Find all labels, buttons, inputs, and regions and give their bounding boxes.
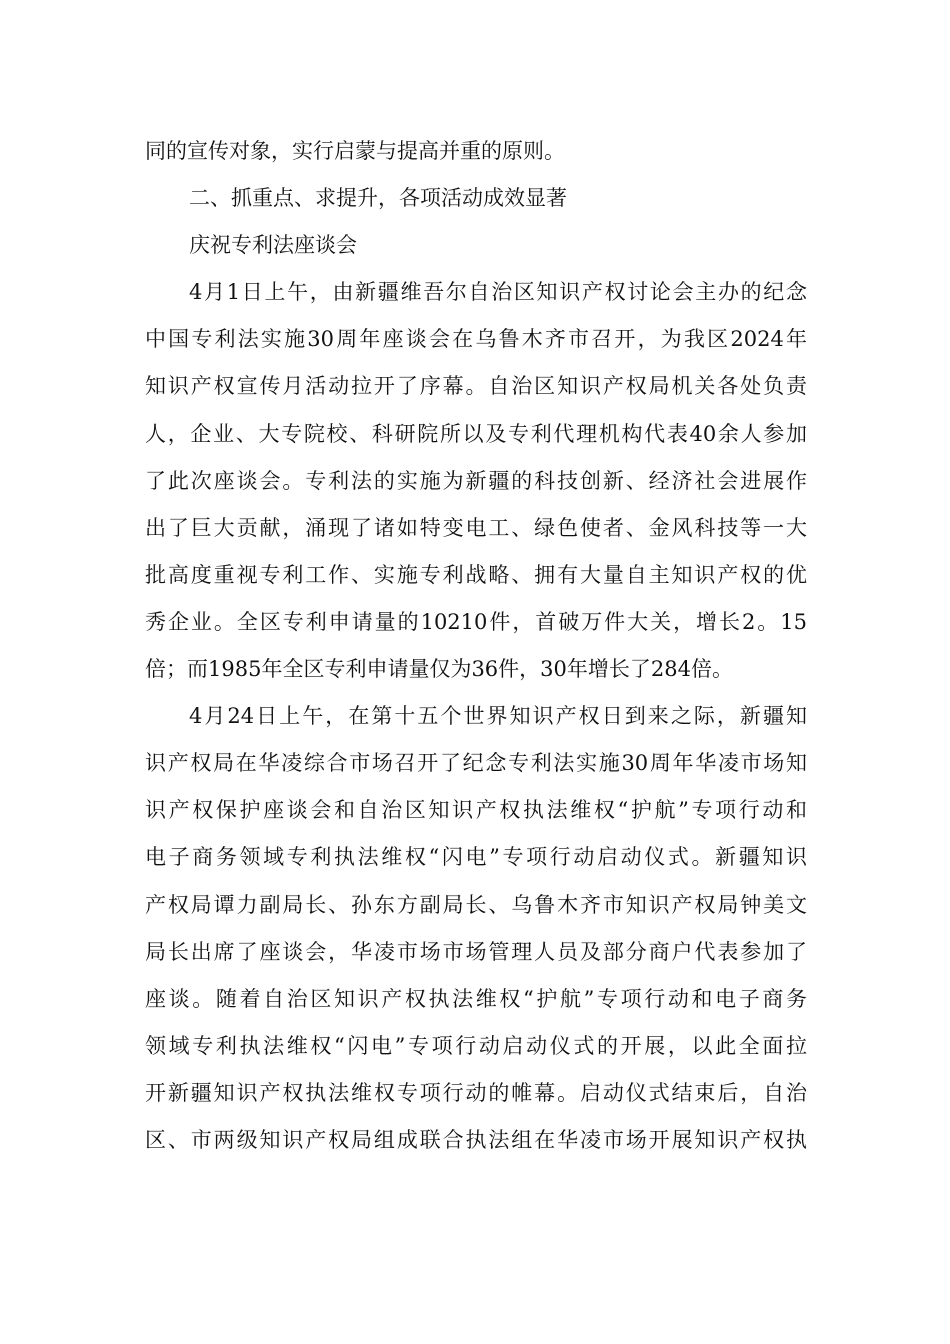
document-body [145,128,807,1164]
paragraph-line: 出了巨大贡献，涌现了诸如特变电工、绿色使者、金风科技等一大 [145,515,807,540]
paragraph-line: 识产权局在华凌综合市场召开了纪念专利法实施30周年华凌市场知 [145,751,807,776]
section-heading: 二、抓重点、求提升，各项活动成效显著 [189,186,567,211]
paragraph-line: 4月24日上午，在第十五个世界知识产权日到来之际，新疆知 [189,704,807,729]
paragraph-line: 局长出席了座谈会，华凌市场市场管理人员及部分商户代表参加了 [145,939,807,964]
paragraph-line: 座谈。随着自治区知识产权执法维权“护航”专项行动和电子商务 [145,986,807,1011]
subsection-heading: 庆祝专利法座谈会 [189,233,357,258]
paragraph-line: 领域专利执法维权“闪电”专项行动启动仪式的开展，以此全面拉 [145,1033,807,1058]
paragraph-line: 产权局谭力副局长、孙东方副局长、乌鲁木齐市知识产权局钟美文 [145,892,807,917]
paragraph-line: 区、市两级知识产权局组成联合执法组在华凌市场开展知识产权执 [145,1127,807,1152]
paragraph-line: 了此次座谈会。专利法的实施为新疆的科技创新、经济社会进展作 [145,468,807,493]
paragraph-line: 倍；而1985年全区专利申请量仅为36件，30年增长了284倍。 [145,657,733,682]
paragraph-line: 中国专利法实施30周年座谈会在乌鲁木齐市召开，为我区2024年 [145,327,807,352]
paragraph-line: 知识产权宣传月活动拉开了序幕。自治区知识产权局机关各处负责 [145,374,807,399]
paragraph-line: 识产权保护座谈会和自治区知识产权执法维权“护航”专项行动和 [145,798,807,823]
paragraph-line: 开新疆知识产权执法维权专项行动的帷幕。启动仪式结束后，自治 [145,1080,807,1105]
paragraph-line: 4月1日上午，由新疆维吾尔自治区知识产权讨论会主办的纪念 [189,280,807,305]
paragraph-line: 同的宣传对象，实行启蒙与提高并重的原则。 [145,139,565,163]
paragraph-line: 人，企业、大专院校、科研院所以及专利代理机构代表40余人参加 [145,421,807,446]
paragraph-line: 电子商务领域专利执法维权“闪电”专项行动启动仪式。新疆知识 [145,845,807,870]
paragraph-line: 秀企业。全区专利申请量的10210件，首破万件大关，增长2。15 [145,609,807,634]
paragraph-line: 批高度重视专利工作、实施专利战略、拥有大量自主知识产权的优 [145,562,807,587]
